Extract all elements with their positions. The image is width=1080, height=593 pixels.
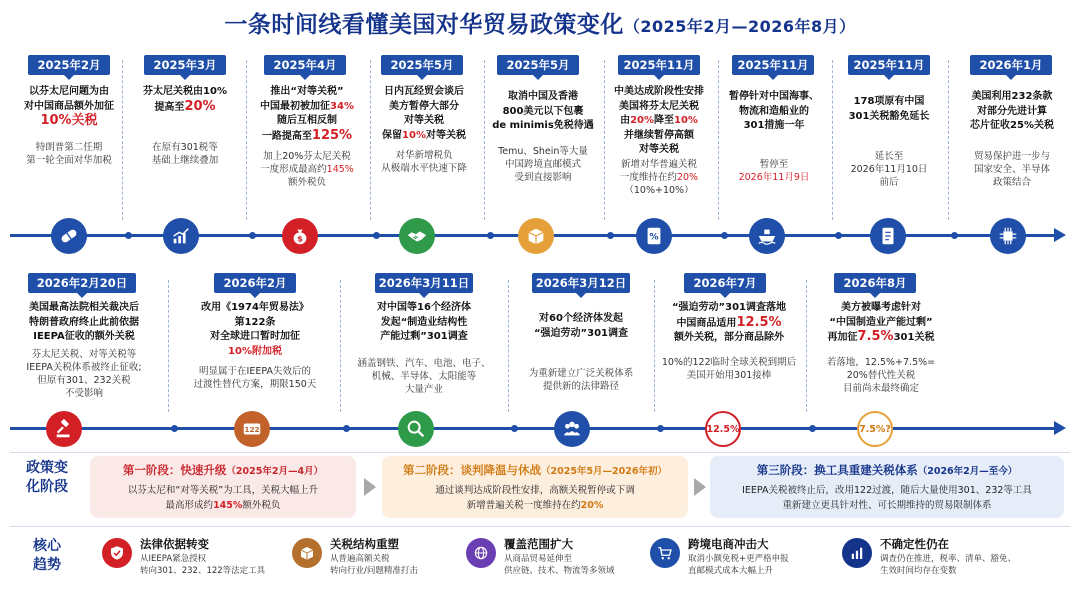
box-icon bbox=[292, 538, 322, 568]
event-detail bbox=[246, 150, 368, 189]
headline-line: IEEPA征收的额外关税 bbox=[33, 331, 135, 342]
event-headline bbox=[366, 85, 482, 143]
event-card-may2025-geneva bbox=[366, 85, 482, 175]
trend-desc-line: 取消小额免税+更严格申报 bbox=[688, 554, 789, 564]
detail-line: 贸易保护进一步与 bbox=[973, 150, 1050, 162]
trend-desc bbox=[140, 553, 265, 577]
detail-line: 涵盖钢铁、汽车、电池、电子、 bbox=[357, 357, 491, 369]
detail-line: 前后 bbox=[879, 177, 899, 188]
detail-line: 额外税负 bbox=[287, 177, 326, 188]
event-headline bbox=[4, 301, 164, 345]
rate-7-5-icon bbox=[857, 411, 893, 447]
trend-ecommerce bbox=[650, 532, 840, 586]
timeline-dot bbox=[487, 232, 494, 239]
event-card-apr2025 bbox=[246, 85, 368, 189]
date-tag: 2026年2月 bbox=[214, 273, 296, 293]
phase-desc-line: 最高形成约145%额外税负 bbox=[165, 500, 281, 511]
headline-line: 再加征7.5%301关税 bbox=[827, 329, 935, 344]
phase-1-panel bbox=[90, 456, 356, 518]
phase-3-heading bbox=[718, 462, 1056, 480]
date-tag: 2026年3月12日 bbox=[532, 273, 630, 293]
shield-icon bbox=[102, 538, 132, 568]
detail-line: 芬太尼关税、对等关税等 bbox=[31, 348, 137, 360]
trend-desc-line: 从普遍高额关税 bbox=[330, 554, 390, 564]
timeline-dot bbox=[125, 232, 132, 239]
phases-label-text: 政策变化阶段 bbox=[26, 460, 68, 495]
rate-7-5-text: 7.5%? bbox=[859, 423, 891, 435]
headline-line: 对中国等16个经济体 bbox=[377, 302, 471, 313]
date-tag: 2025年11月 bbox=[618, 55, 700, 75]
chip-icon bbox=[990, 218, 1026, 254]
phases-label bbox=[22, 459, 72, 497]
phase-3-title: 第三阶段：换工具重建关税体系 bbox=[756, 463, 918, 477]
trend-desc-line: 供应链、技术、物流等多领域 bbox=[504, 566, 615, 576]
timeline-dot bbox=[657, 425, 664, 432]
chevron-right-icon bbox=[694, 478, 706, 496]
headline-line: “中国制造业产能过剩” bbox=[829, 316, 933, 328]
trends-label bbox=[22, 537, 72, 575]
headline-line: 芬太尼关税由10% bbox=[143, 86, 227, 97]
ship-icon bbox=[749, 218, 785, 254]
event-card-jan2026 bbox=[948, 85, 1076, 189]
event-card-nov2025-exclusions bbox=[830, 85, 948, 189]
timeline-axis-2 bbox=[10, 427, 1056, 430]
date-tag: 2026年7月 bbox=[684, 273, 766, 293]
headline-line: 对中国商品额外加征 bbox=[24, 100, 114, 112]
headline-line: 美方被曝考虑针对 bbox=[841, 302, 921, 313]
phase-3-panel bbox=[710, 456, 1064, 518]
event-headline bbox=[482, 90, 604, 134]
event-card-may2025-deminimis bbox=[482, 85, 604, 184]
detail-line: Temu、Shein等大量 bbox=[498, 145, 588, 157]
detail-line: 不受影响 bbox=[64, 387, 103, 399]
phase-desc-line: 以芬太尼和“对等关税”为工具，关税大幅上升 bbox=[127, 485, 319, 496]
detail-line: 大量产业 bbox=[404, 383, 443, 395]
event-headline bbox=[246, 85, 368, 144]
detail-line: 若落地，12.5%+7.5%= bbox=[826, 356, 936, 368]
trend-desc bbox=[688, 553, 789, 577]
event-card-aug2026 bbox=[806, 301, 956, 395]
detail-line: 受到直接影响 bbox=[514, 171, 572, 183]
detail-line: 新增对华普遍关税 bbox=[620, 158, 697, 170]
headline-line: 一路提高至125% bbox=[261, 127, 353, 143]
event-card-feb2025 bbox=[4, 85, 134, 167]
timeline-dot bbox=[835, 232, 842, 239]
timeline-dot bbox=[721, 232, 728, 239]
trend-desc bbox=[330, 553, 418, 577]
trend-title: 覆盖范围扩大 bbox=[504, 537, 573, 551]
date-tag: 2025年11月 bbox=[732, 55, 814, 75]
headline-line: 发起“制造业结构性 bbox=[380, 316, 468, 328]
detail-line: 特朗普第二任期 bbox=[35, 141, 103, 153]
divider bbox=[168, 280, 169, 412]
event-detail bbox=[600, 158, 718, 197]
headline-line: 对等关税 bbox=[639, 144, 679, 155]
event-headline bbox=[4, 85, 134, 129]
headline-line: “强迫劳动”301调查落地 bbox=[671, 302, 787, 313]
detail-line: 一度形成最高约145% bbox=[260, 164, 354, 175]
headline-line: 特朗普政府终止此前依据 bbox=[29, 316, 139, 328]
money-bag-icon bbox=[282, 218, 318, 254]
headline-line: 对60个经济体发起 bbox=[539, 313, 623, 324]
detail-line: 延长至 bbox=[874, 151, 904, 162]
phase-2-period: （2025年5月—2026年初） bbox=[541, 466, 667, 477]
event-detail bbox=[654, 356, 804, 382]
timeline-dot bbox=[373, 232, 380, 239]
event-card-nov2025-deal bbox=[600, 85, 718, 197]
phase-1-desc bbox=[98, 483, 348, 513]
detail-line: 政策结合 bbox=[992, 176, 1031, 188]
event-detail bbox=[508, 367, 654, 393]
headline-line: 保留10%对等关税 bbox=[382, 129, 466, 141]
event-detail bbox=[4, 141, 134, 167]
event-headline bbox=[806, 301, 956, 346]
headline-line: de minimis免税待遇 bbox=[492, 120, 594, 131]
trend-desc-line: 从IEEPA紧急授权 bbox=[140, 554, 207, 564]
headline-line: 10%附加税 bbox=[228, 345, 282, 357]
headline-line: 美国将芬太尼关税 bbox=[619, 100, 699, 112]
phase-2-heading bbox=[390, 462, 680, 480]
detail-line: 20%替代性关税 bbox=[846, 369, 916, 381]
event-detail bbox=[124, 141, 246, 167]
headline-line: 301关税豁免延长 bbox=[848, 110, 930, 122]
headline-line: 第122条 bbox=[234, 316, 276, 328]
timeline-dot bbox=[171, 425, 178, 432]
page-title bbox=[0, 6, 1080, 39]
headline-line: 额外关税，部分商品除外 bbox=[674, 332, 784, 343]
trend-desc bbox=[504, 553, 615, 577]
headline-line: 物流和造船业的 bbox=[739, 105, 809, 117]
title-main: 一条时间线看懂美国对华贸易政策变化 bbox=[224, 12, 624, 38]
trend-structure bbox=[292, 532, 462, 586]
event-headline bbox=[716, 90, 832, 134]
headline-line: 美方暂停大部分 bbox=[389, 100, 459, 112]
detail-line: 目前尚未最终确定 bbox=[842, 382, 919, 394]
event-headline bbox=[340, 301, 508, 345]
bar-chart-icon bbox=[842, 538, 872, 568]
headline-line: 改用《1974年贸易法》 bbox=[201, 302, 309, 313]
headline-line: 以芬太尼问题为由 bbox=[29, 86, 109, 97]
trend-scope bbox=[466, 532, 646, 586]
detail-line: （10%+10%） bbox=[624, 184, 694, 196]
detail-line: 明显属于在IEEPA失效后的 bbox=[199, 366, 311, 377]
detail-line: 为重新建立广泛关税体系 bbox=[528, 368, 634, 379]
headline-line: 对全球进口暂时加征 bbox=[210, 331, 300, 342]
phase-1-title: 第一阶段：快速升级 bbox=[122, 463, 227, 477]
detail-line: 机械、半导体、太阳能等 bbox=[371, 370, 477, 382]
detail-line: 第一轮全面对华加税 bbox=[26, 154, 112, 166]
title-period: （2025年2月—2026年8月） bbox=[623, 17, 856, 36]
trend-desc-line: 从商品贸易延伸至 bbox=[504, 554, 573, 564]
badge-122-icon bbox=[234, 411, 270, 447]
timeline-dot bbox=[511, 425, 518, 432]
headline-line: 中国最初被加征34% bbox=[260, 100, 354, 112]
headline-line: 随后互相反制 bbox=[277, 115, 337, 126]
detail-line: 过渡性替代方案，期限150天 bbox=[193, 379, 317, 390]
event-headline bbox=[830, 95, 948, 124]
phase-desc-line: IEEPA关税被终止后，改用122过渡，随后大量使用301、232等工具 bbox=[742, 485, 1032, 496]
phase-3-period: （2026年2月—至今） bbox=[917, 466, 1018, 477]
date-tag: 2025年11月 bbox=[848, 55, 930, 75]
phase-3-desc bbox=[718, 483, 1056, 513]
trend-title: 跨境电商冲击大 bbox=[688, 537, 769, 551]
detail-line: 中国跨境直邮模式 bbox=[504, 158, 581, 170]
section-separator bbox=[10, 526, 1070, 527]
phase-desc-line: 通过谈判达成阶段性安排，高额关税暂停或下调 bbox=[435, 485, 635, 496]
event-detail bbox=[4, 348, 164, 400]
headline-line: 美国最高法院相关裁决后 bbox=[29, 302, 139, 313]
event-card-mar12-2026 bbox=[508, 301, 654, 393]
phase-2-panel bbox=[382, 456, 688, 518]
event-headline bbox=[170, 301, 340, 359]
rate-12-5-text: 12.5% bbox=[706, 423, 740, 435]
date-tag: 2026年1月 bbox=[970, 55, 1052, 75]
headline-line: 178项原有中国 bbox=[853, 96, 925, 107]
phase-2-title: 第二阶段：谈判降温与休战 bbox=[403, 463, 541, 477]
timeline-dot bbox=[809, 425, 816, 432]
event-detail bbox=[716, 158, 832, 184]
date-tag: 2025年5月 bbox=[497, 55, 579, 75]
detail-line: 基础上继续叠加 bbox=[151, 155, 219, 166]
headline-line: 中美达成阶段性安排 bbox=[614, 86, 704, 97]
headline-line: “强迫劳动”301调查 bbox=[533, 327, 629, 339]
detail-line: 加上20%芬太尼关税 bbox=[263, 151, 351, 162]
date-tag: 2026年3月11日 bbox=[375, 273, 473, 293]
rate-12-5-icon bbox=[705, 411, 741, 447]
divider bbox=[122, 60, 123, 220]
event-detail bbox=[830, 150, 948, 189]
detail-line: 从极端水平快速下降 bbox=[381, 163, 467, 174]
trend-desc-line: 直邮模式成本大幅上升 bbox=[688, 566, 774, 576]
trend-title: 法律依据转变 bbox=[140, 537, 209, 551]
detail-line: 10%的122临时全球关税到期后 bbox=[661, 356, 797, 368]
detail-line: 对华新增税负 bbox=[395, 150, 453, 161]
date-tag: 2025年5月 bbox=[381, 55, 463, 75]
date-tag: 2026年8月 bbox=[834, 273, 916, 293]
event-card-feb2026 bbox=[170, 301, 340, 391]
detail-line: 美国开始用301接棒 bbox=[686, 369, 772, 381]
headline-line: 提高至20% bbox=[154, 98, 216, 114]
svg-text:%: % bbox=[649, 231, 659, 243]
event-detail bbox=[806, 356, 956, 395]
headline-line: 对等关税 bbox=[404, 115, 444, 126]
trends-label-text: 核心趋势 bbox=[33, 538, 61, 573]
event-detail bbox=[366, 149, 482, 175]
trend-uncertainty bbox=[842, 532, 1062, 586]
date-tag: 2026年2月20日 bbox=[28, 273, 136, 293]
event-headline bbox=[654, 301, 804, 346]
headline-line: 取消中国及香港 bbox=[508, 91, 578, 102]
headline-emphasis: 10%关税 bbox=[40, 113, 98, 128]
pill-icon bbox=[51, 218, 87, 254]
timeline-dot bbox=[607, 232, 614, 239]
detail-line: 暂停至 bbox=[759, 158, 789, 170]
headline-line: 产能过剩”301调查 bbox=[380, 331, 468, 342]
trend-desc bbox=[880, 553, 1016, 577]
phase-desc-line: 重新建立更具针对性、可长期维持的贸易限制体系 bbox=[782, 500, 992, 511]
headline-line: 301措施一年 bbox=[743, 120, 805, 131]
detail-line: 在原有301税等 bbox=[152, 142, 218, 153]
trend-title: 不确定性仍在 bbox=[880, 537, 949, 551]
headline-line: 芯片征收25%关税 bbox=[970, 120, 1054, 131]
phase-2-desc bbox=[390, 483, 680, 513]
cart-icon bbox=[650, 538, 680, 568]
detail-line: 2026年11月9日 bbox=[738, 171, 810, 183]
phase-1-period: （2025年2月—4月） bbox=[226, 466, 324, 477]
event-card-jul2026 bbox=[654, 301, 804, 382]
headline-line: 并继续暂停高额 bbox=[624, 129, 694, 141]
search-icon bbox=[398, 411, 434, 447]
rising-bars-icon bbox=[163, 218, 199, 254]
event-headline bbox=[508, 312, 654, 341]
phase-1-heading bbox=[98, 462, 348, 480]
section-separator bbox=[10, 452, 1070, 453]
detail-line: 但原有301、232关税 bbox=[37, 374, 131, 386]
headline-line: 由20%降至10% bbox=[620, 115, 698, 126]
timeline-arrowhead-2 bbox=[1054, 421, 1066, 435]
event-card-mar11-2026 bbox=[340, 301, 508, 396]
trend-legal-basis bbox=[102, 532, 292, 586]
timeline-dot bbox=[951, 232, 958, 239]
headline-line: 暂停针对中国海事、 bbox=[729, 91, 819, 102]
event-headline bbox=[124, 85, 246, 115]
timeline-dot bbox=[249, 232, 256, 239]
trend-title: 关税结构重塑 bbox=[330, 537, 399, 551]
network-icon bbox=[466, 538, 496, 568]
trend-desc-line: 调查仍在推进，税率、清单、豁免、 bbox=[880, 554, 1017, 564]
headline-line: 对部分先进计算 bbox=[977, 105, 1047, 117]
event-detail bbox=[340, 357, 508, 396]
date-tag: 2025年3月 bbox=[144, 55, 226, 75]
event-card-mar2025 bbox=[124, 85, 246, 167]
event-detail bbox=[482, 145, 604, 184]
event-headline bbox=[600, 85, 718, 158]
detail-line: IEEPA关税体系被终止征收; bbox=[26, 361, 142, 373]
date-tag: 2025年4月 bbox=[264, 55, 346, 75]
trend-desc-line: 转向行业/问题精准打击 bbox=[330, 566, 418, 576]
detail-line: 2026年11月10日 bbox=[850, 164, 928, 175]
event-detail bbox=[948, 150, 1076, 189]
handshake-icon bbox=[399, 218, 435, 254]
event-headline bbox=[948, 90, 1076, 134]
trend-desc-line: 生效时间均存在变数 bbox=[880, 566, 957, 576]
headline-line: 中国商品适用12.5% bbox=[676, 314, 782, 330]
trend-desc-line: 转向301、232、122等法定工具 bbox=[140, 566, 266, 576]
detail-line: 提供新的法律路径 bbox=[542, 381, 619, 392]
detail-line: 国家安全、半导体 bbox=[973, 163, 1050, 175]
date-tag: 2025年2月 bbox=[28, 55, 110, 75]
headline-line: 美国利用232条款 bbox=[971, 91, 1053, 102]
event-card-feb20-2026 bbox=[4, 301, 164, 400]
package-icon bbox=[518, 218, 554, 254]
event-detail bbox=[170, 365, 340, 391]
document-icon bbox=[870, 218, 906, 254]
tariff-down-icon bbox=[636, 218, 672, 254]
headline-line: 800美元以下包裹 bbox=[502, 105, 584, 117]
chevron-right-icon bbox=[364, 478, 376, 496]
workers-icon bbox=[554, 411, 590, 447]
gavel-icon bbox=[46, 411, 82, 447]
event-card-nov2025-maritime bbox=[716, 85, 832, 184]
phase-desc-line: 新增普遍关税一度维持在约20% bbox=[466, 500, 604, 511]
headline-line: 推出“对等关税” bbox=[270, 86, 344, 97]
timeline-arrowhead-1 bbox=[1054, 228, 1066, 242]
svg-text:$: $ bbox=[297, 233, 303, 244]
headline-line: 日内瓦经贸会谈后 bbox=[384, 86, 464, 97]
timeline-dot bbox=[343, 425, 350, 432]
detail-line: 一度维持在约20% bbox=[619, 171, 699, 183]
badge-122-text: 122 bbox=[244, 425, 260, 435]
